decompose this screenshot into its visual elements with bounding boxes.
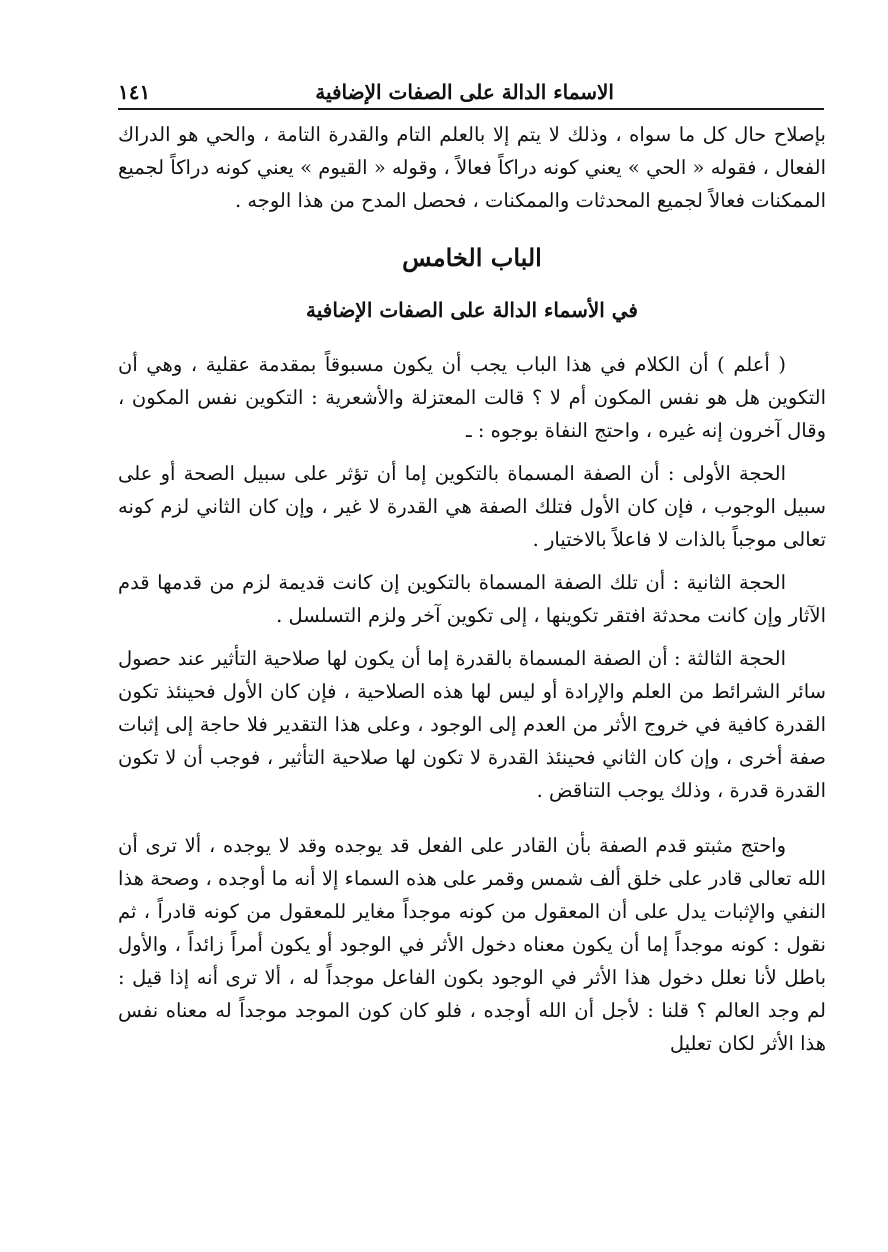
- paragraph-spacer: [118, 817, 826, 829]
- paragraph-introduction: ( أعلم ) أن الكلام في هذا الباب يجب أن يكون مسبوقاً بمقدمة عقلية ، وهي أن التكوين هل هو نفس المكون أم لا ؟ قالت المعتزلة والأشعرية : التكوين نفس المكون ، وقال آخرون إنه غيره ، واحتج النفاة بوجوه : ـ: [118, 353, 826, 442]
- paragraph-second-argument: الحجة الثانية : أن تلك الصفة المسماة بالتكوين إن كانت قديمة لزم من قدمها قدم الآثار وإن كانت محدثة افتقر تكوينها ، إلى تكوين آخر ولزم التسلسل .: [118, 571, 826, 627]
- running-title: الاسماء الدالة على الصفات الإضافية: [315, 80, 614, 104]
- chapter-subtitle: في الأسماء الدالة على الصفات الإضافية: [306, 298, 638, 322]
- intro-paragraph: بإصلاح حال كل ما سواه ، وذلك لا يتم إلا بالعلم التام والقدرة التامة ، والحي هو الدراك الفعال ، فقوله « الحي » يعني كونه دراكاً فعالاً ، وقوله « القيوم » يعني كونه دراكاً لجميع الممكنات فعالاً لجميع المحدثات والممكنات ، فحصل المدح من هذا الوجه .: [118, 123, 826, 212]
- page-number: ١٤١: [118, 80, 151, 104]
- paragraph-counter-argument: واحتج مثبتو قدم الصفة بأن القادر على الفعل قد يوجده وقد لا يوجده ، ألا ترى أن الله تعالى قادر على خلق ألف شمس وقمر على هذه السماء إلا أنه ما أوجده ، وصحة هذا النفي والإثبات يدل على أن المعقول من كونه موجداً مغاير للمعقول من كونه قادراً ، ثم نقول : كونه موجداً إما أن يكون معناه دخول الأثر في الوجود أو يكون أمراً زائداً ، والأول باطل لأنا نعلل دخول هذا الأثر في الوجود بكون الفاعل موجداً له ، ألا ترى أنه إذا قيل : لم وجد العالم ؟ قلنا : لأجل أن الله أوجده ، فلو كان كون الموجد موجداً له معناه نفس هذا الأثر لكان تعليل: [118, 834, 826, 1055]
- paragraph-first-argument: الحجة الأولى : أن الصفة المسماة بالتكوين إما أن تؤثر على سبيل الصحة أو على سبيل الوجوب ، فإن كان الأول فتلك الصفة هي القدرة لا غير ، وإن كان الثاني لزم كونه تعالى موجباً بالذات لا فاعلاً بالاختيار .: [118, 462, 826, 551]
- page-body: [118, 118, 826, 1070]
- chapter-title: الباب الخامس: [402, 243, 542, 272]
- running-header: [118, 64, 824, 110]
- paragraph-third-argument: الحجة الثالثة : أن الصفة المسماة بالقدرة إما أن يكون لها صلاحية التأثير عند حصول سائر الشرائط من العلم والإرادة أو ليس لها هذه الصلاحية ، فإن كان الأول فحينئذ تكون القدرة كافية في خروج الأثر من العدم إلى الوجود ، وعلى هذا التقدير فلا حاجة إلى إثبات صفة أخرى ، وإن كان الثاني فحينئذ القدرة لا تكون لها صلاحية التأثير ، فوجب أن لا تكون القدرة قدرة ، وذلك يوجب التناقض .: [118, 647, 826, 802]
